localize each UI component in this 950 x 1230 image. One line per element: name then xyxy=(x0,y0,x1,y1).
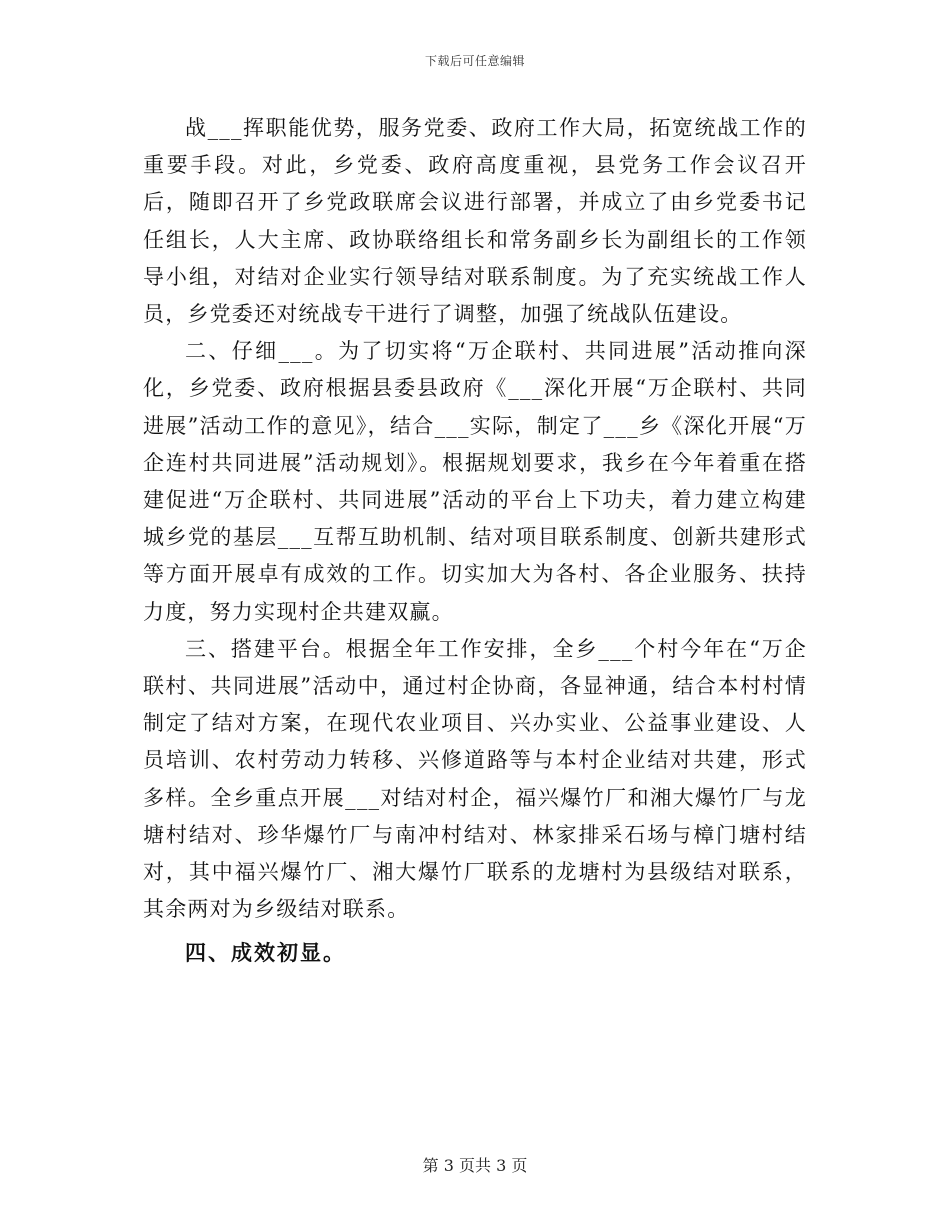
paragraph-intro: 战___挥职能优势，服务党委、政府工作大局，拓宽统战工作的重要手段。对此，乡党委、政府高度重视，县党务工作会议召开后，随即召开了乡党政联席会议进行部署，并成立了由乡党委书记任组长，人大主席、政协联络组长和常务副乡长为副组长的工作领导小组，对结对企业实行领导结对联系制度。为了充实统战工作人员，乡党委还对统战专干进行了调整，加强了统战队伍建设。 xyxy=(143,116,807,327)
paragraph-section-3: 三、搭建平台。根据全年工作安排，全乡___个村今年在“万企联村、共同进展”活动中，通过村企协商，各显神通，结合本村村情制定了结对方案，在现代农业项目、兴办实业、公益事业建设、人员培训、农村劳动力转移、兴修道路等与本村企业结对共建，形式多样。全乡重点开展___对结对村企，福兴爆竹厂和湘大爆竹厂与龙塘村结对、珍华爆竹厂与南冲村结对、林家排采石场与樟门塘村结对，其中福兴爆竹厂、湘大爆竹厂联系的龙塘村为县级结对联系，其余两对为乡级结对联系。 xyxy=(143,636,807,922)
paragraph-section-2: 二、仔细___。为了切实将“万企联村、共同进展”活动推向深化，乡党委、政府根据县委县政府《___深化开展“万企联村、共同进展”活动工作的意见》，结合___实际，制定了___乡《深化开展“万企连村共同进展”活动规划》。根据规划要求，我乡在今年着重在搭建促进“万企联村、共同进展”活动的平台上下功夫，着力建立构建城乡党的基层___互帮互助机制、结对项目联系制度、创新共建形式等方面开展卓有成效的工作。切实加大为各村、各企业服务、扶持力度，努力实现村企共建双赢。 xyxy=(143,339,807,624)
page-footer: 第 3 页共 3 页 xyxy=(422,1156,528,1175)
page-header: 下载后可任意编辑 xyxy=(424,54,525,68)
section-heading-4: 四、成效初显。 xyxy=(185,940,346,966)
document-body xyxy=(143,110,807,971)
